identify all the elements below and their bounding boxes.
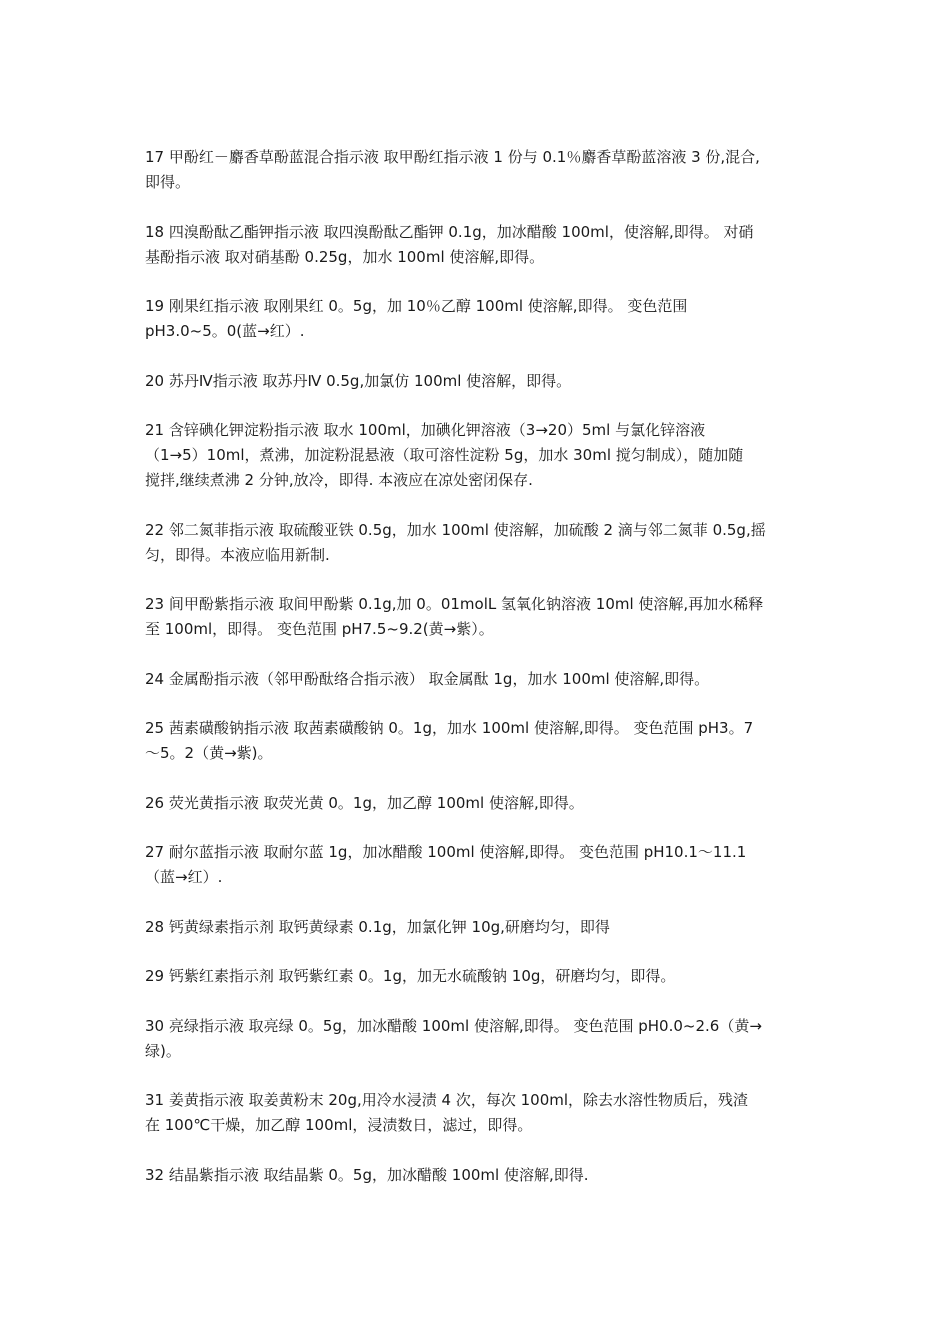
paragraph-line: pH3.0~5。0(蓝→红）. xyxy=(145,322,305,340)
paragraph-line: 25 茜素磺酸钠指示液 取茜素磺酸钠 0。1g，加水 100ml 使溶解,即得。 变色范围 pH3。7 xyxy=(145,719,754,737)
document-body xyxy=(145,145,813,1212)
indicator-entry-paragraph xyxy=(145,840,813,890)
paragraph-line: 23 间甲酚紫指示液 取间甲酚紫 0.1g,加 0。01molL 氢氧化钠溶液 10ml 使溶解,再加水稀释 xyxy=(145,595,764,613)
paragraph-line: 至 100ml，即得。 变色范围 pH7.5~9.2(黄→紫）。 xyxy=(145,620,494,638)
paragraph-line: 24 金属酚指示液（邻甲酚酞络合指示液） 取金属酞 1g，加水 100ml 使溶解,即得。 xyxy=(145,669,710,688)
paragraph-line: 31 姜黄指示液 取姜黄粉末 20g,用冷水浸渍 4 次，每次 100ml，除去水溶性物质后，残渣 xyxy=(145,1091,749,1109)
indicator-entry-paragraph xyxy=(145,791,813,816)
paragraph-line: 19 刚果红指示液 取刚果红 0。5g，加 10％乙醇 100ml 使溶解,即得。 变色范围 xyxy=(145,297,688,315)
indicator-entry-paragraph xyxy=(145,915,813,940)
paragraph-line: 21 含锌碘化钾淀粉指示液 取水 100ml，加碘化钾溶液（3→20）5ml 与氯化锌溶液 xyxy=(145,421,706,439)
paragraph-line: （蓝→红）. xyxy=(145,868,223,886)
paragraph-line: 22 邻二氮菲指示液 取硫酸亚铁 0.5g，加水 100ml 使溶解，加硫酸 2 滴与邻二氮菲 0.5g,摇 xyxy=(145,520,766,539)
paragraph-line: 28 钙黄绿素指示剂 取钙黄绿素 0.1g，加氯化钾 10g,研磨均匀，即得 xyxy=(145,917,610,936)
paragraph-line: 26 荧光黄指示液 取荧光黄 0。1g，加乙醇 100ml 使溶解,即得。 xyxy=(145,793,584,812)
indicator-entry-paragraph xyxy=(145,716,813,766)
indicator-entry-paragraph xyxy=(145,964,813,989)
indicator-entry-paragraph xyxy=(145,220,813,270)
indicator-entry-paragraph xyxy=(145,592,813,642)
paragraph-line: 32 结晶紫指示液 取结晶紫 0。5g，加冰醋酸 100ml 使溶解,即得. xyxy=(145,1165,589,1184)
paragraph-line: 搅拌,继续煮沸 2 分钟,放冷，即得. 本液应在凉处密闭保存. xyxy=(145,471,533,489)
indicator-entry-paragraph xyxy=(145,1088,813,1138)
paragraph-line: 即得。 xyxy=(145,173,191,191)
paragraph-line: 30 亮绿指示液 取亮绿 0。5g，加冰醋酸 100ml 使溶解,即得。 变色范围 pH0.0~2.6（黄→ xyxy=(145,1016,762,1035)
paragraph-line: ～5。2（黄→紫)。 xyxy=(145,744,273,762)
paragraph-line: 20 苏丹Ⅳ指示液 取苏丹Ⅳ 0.5g,加氯仿 100ml 使溶解，即得。 xyxy=(145,371,572,390)
indicator-entry-paragraph xyxy=(145,145,813,195)
paragraph-line: （1→5）10ml，煮沸，加淀粉混悬液（取可溶性淀粉 5g，加水 30ml 搅匀制成），随加随 xyxy=(145,446,744,464)
paragraph-line: 在 100℃干燥，加乙醇 100ml，浸渍数日，滤过，即得。 xyxy=(145,1116,533,1134)
paragraph-line: 基酚指示液 取对硝基酚 0.25g，加水 100ml 使溶解,即得。 xyxy=(145,247,545,266)
indicator-entry-paragraph xyxy=(145,1014,813,1064)
paragraph-line: 17 甲酚红－麝香草酚蓝混合指示液 取甲酚红指示液 1 份与 0.1％麝香草酚蓝溶液 3 份,混合, xyxy=(145,148,760,166)
indicator-entry-paragraph xyxy=(145,518,813,568)
paragraph-line: 绿)。 xyxy=(145,1041,181,1060)
indicator-entry-paragraph xyxy=(145,418,813,493)
indicator-entry-paragraph xyxy=(145,1163,813,1188)
indicator-entry-paragraph xyxy=(145,667,813,692)
paragraph-line: 27 耐尔蓝指示液 取耐尔蓝 1g，加冰醋酸 100ml 使溶解,即得。 变色范围 pH10.1～11.1 xyxy=(145,843,747,861)
paragraph-line: 29 钙紫红素指示剂 取钙紫红素 0。1g，加无水硫酸钠 10g，研磨均匀，即得。 xyxy=(145,967,676,985)
paragraph-line: 18 四溴酚酞乙酯钾指示液 取四溴酚酞乙酯钾 0.1g，加冰醋酸 100ml，使溶解,即得。 对硝 xyxy=(145,222,754,241)
indicator-entry-paragraph xyxy=(145,294,813,344)
indicator-entry-paragraph xyxy=(145,369,813,394)
paragraph-line: 匀，即得。本液应临用新制. xyxy=(145,545,330,564)
